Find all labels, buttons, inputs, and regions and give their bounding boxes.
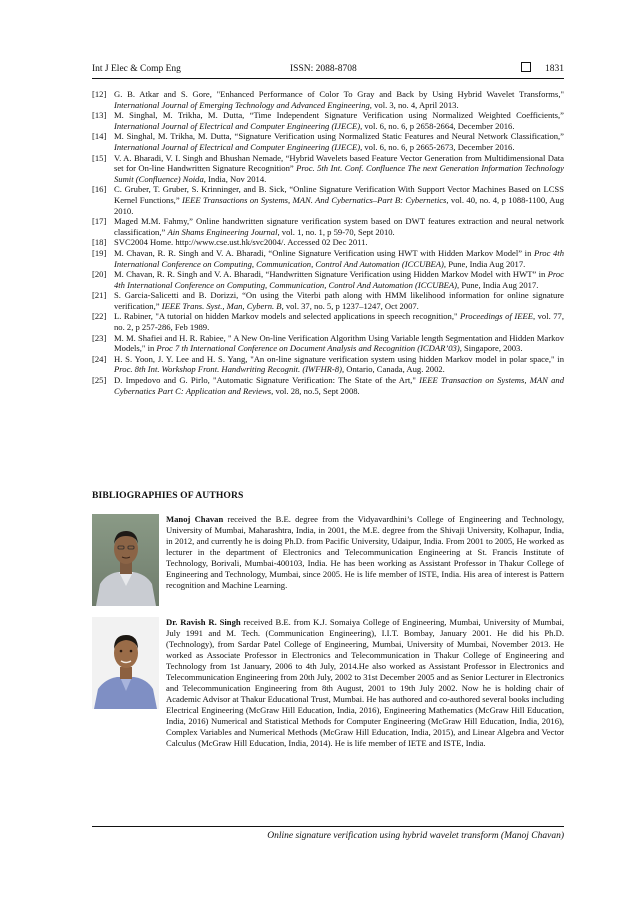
reference-item: [15] V. A. Bharadi, V. I. Singh and Bhushan Nemade, “Hybrid Wavelets based Feature Vector Generation from Multidimensional Data set for On-line Handwritten Signature Recognition” Proc. 5th Int. Conf. Confluence The next Generation Information Technology Sumit (Confluence) Noida, India, Nov 2014. — [92, 152, 564, 184]
reference-item: [13] M. Singhal, M. Trikha, M. Dutta, “Time Independent Signature Verification using Normalized Weighted Coefficients,” International Journal of Electrical and Computer Engineering (IJECE), vol. 6, no. 6, p 2658-2664, December 2016. — [92, 110, 564, 131]
reference-item: [17] Maged M.M. Fahmy,” Online handwritten signature verification system based on DWT features extraction and neural network classification,” Ain Shams Engineering Journal, vol. 1, no. 1, p 59-70, Sept 2010. — [92, 216, 564, 237]
reference-item: [23] M. M. Shafiei and H. R. Rabiee, " A New On-line Verification Algorithm Using Variable length Segmentation and Hidden Markov Models," in Proc 7 th International Conference on Document Analysis and Recognition (ICDAR’03), Singapore, 2003. — [92, 332, 564, 354]
reference-item: [14] M. Singhal, M. Trikha, M. Dutta, “Signature Verification using Normalized Static Features and Neural Network Classification,” International Journal of Electrical and Computer Engineering (IJECE), vol. 6, no. 6, p 2665-2673, December 2016. — [92, 131, 564, 152]
reference-item: [19] M. Chavan, R. R. Singh and V. A. Bharadi, “Online Signature Verification using HWT with Hidden Markov Model” in Proc 4th International Conference on Computing, Communication, Control And Automation (ICCUBEA), Pune, India Aug 2017. — [92, 247, 564, 269]
issn: ISSN: 2088-8708 — [290, 64, 357, 74]
author-bio-text: Dr. Ravish R. Singh received B.E. from K.J. Somaiya College of Engineering, Mumbai, University of Mumbai, July 1991 and M. Tech. (Communication Engineering), I.I.T. Bombay, January 2001. He did his Ph.D. (Technology), from Sardar Patel College of Engineering, Mumbai, University of Mumbai, November 2013. He worked as Associate Professor in Electronics and Telecommunication in Thakur College of Engineering and Technology from 1st January, 2006 to 4th July, 2014.He also worked as Assistant Professor in Electronics and Telecommunication Engineering from 20th July, 2002 to 31st December 2005 and as Senior Lecturer in Electronics and Telecommunication Engineering from 8th August, 2001 to 19th July 2002. Now he is holding chair of Academic Advisor at Thakur Educational Trust, Mumbai. He has authored and co-authored several books including Electrical Engineering (McGraw Hill Education, India, 2016), Engineering Mathematics (McGraw Hill Education, India, 2016) Numerical and Statistical Methods for Computer Engineering (McGraw Hill Education, India, 2016), Complex Variables and Numerical Methods (McGraw Hill Education, India, 2015), and Linear Algebra and Vector Calculus (McGraw Hill Education, India, 2014). He is life member of IETE and ISTE, India. — [166, 617, 564, 748]
author-bio-ravish-singh — [92, 617, 564, 797]
reference-item: [20] M. Chavan, R. R. Singh and V. A. Bharadi, “Handwritten Signature Verification using Hidden Markov Model with HWT” in Proc 4th International Conference on Computing, Communication, Control And Automation (ICCUBEA), Pune, India Aug 2017. — [92, 269, 564, 290]
footer-rule — [92, 826, 564, 827]
header-rule — [92, 78, 564, 79]
author-photo — [92, 617, 159, 709]
bibliographies-heading: BIBLIOGRAPHIES OF AUTHORS — [92, 490, 244, 501]
author-bio-manoj-chavan — [92, 514, 564, 610]
reference-item: [25] D. Impedovo and G. Pirlo, "Automatic Signature Verification: The State of the Art," IEEE Transaction on Systems, MAN and Cybernatics Part C: Application and Reviews, vol. 28, no.5, Sept 2008. — [92, 375, 564, 396]
reference-list — [92, 89, 564, 396]
checkbox-square-icon — [521, 62, 531, 72]
reference-item: [24] H. S. Yoon, J. Y. Lee and H. S. Yang, "An on-line signature verification system using hidden Markov model in polar space," in Proc. 8th Int. Workshop Front. Handwriting Recognit. (IWFHR-8), Ontario, Canada, Aug. 2002. — [92, 353, 564, 375]
reference-item: [18] SVC2004 Home. http://www.cse.ust.hk/svc2004/. Accessed 02 Dec 2011. — [92, 237, 368, 248]
page-number-block — [521, 62, 564, 76]
reference-item: [12] G. B. Atkar and S. Gore, "Enhanced Performance of Color To Gray and Back by Using Hybrid Wavelet Transforms," International Journal of Emerging Technology and Advanced Engineering, vol. 3, no. 4, April 2013. — [92, 89, 564, 110]
reference-item: [16] C. Gruber, T. Gruber, S. Krinninger, and B. Sick, “Online Signature Verification With Support Vector Machines Based on LCSS Kernel Functions,” IEEE Transactions on Systems, MAN. And Cybernatics–Part B: Cybernetics, vol. 40, no. 4, p 1088-1100, Aug 2010. — [92, 184, 565, 216]
reference-item: [22] L. Rabiner, "A tutorial on hidden Markov models and selected applications in speech recognition," Proceedings of IEEE, vol. 77, no. 2, p 257-286, Feb 1989. — [92, 311, 564, 333]
author-photo — [92, 514, 159, 606]
journal-name: Int J Elec & Comp Eng — [92, 64, 181, 74]
running-header — [92, 62, 564, 76]
running-footer: Online signature verification using hybrid wavelet transform (Manoj Chavan) — [267, 831, 564, 841]
reference-item: [21] S. Garcia-Salicetti and B. Dorizzi, “On using the Viterbi path along with HMM likelihood information for online signature verification,” IEEE Trans. Syst., Man, Cybern. B, vol. 37, no. 5, p 1237–1247, Oct 2007. — [92, 290, 564, 311]
author-bio-text: Manoj Chavan received the B.E. degree from the Vidyavardhini’s College of Engineering and Technology, University of Mumbai, Maharashtra, India, in 2001, the M.E. degree from the Shivaji University, Kolhapur, India, in 2012, and currently he is doing Ph.D. from Pacific University, Udaipur, India. From 2001 to 2005, He worked as lecturer in the department of Electronics and Telecommunication Engineering at St. Francis Institute of Technology, Borivali, Mumbai-400103, India. He has been working as Assistant Professor in Thakur College of Engineering and Technology, Mumbai, since 2005. He is life member of ISTE, India. His area of interest is Pattern recognition and Machine Learning. — [166, 514, 564, 590]
author-name: Manoj Chavan — [166, 514, 224, 524]
author-name: Dr. Ravish R. Singh — [166, 617, 241, 627]
page-number: 1831 — [545, 64, 564, 74]
